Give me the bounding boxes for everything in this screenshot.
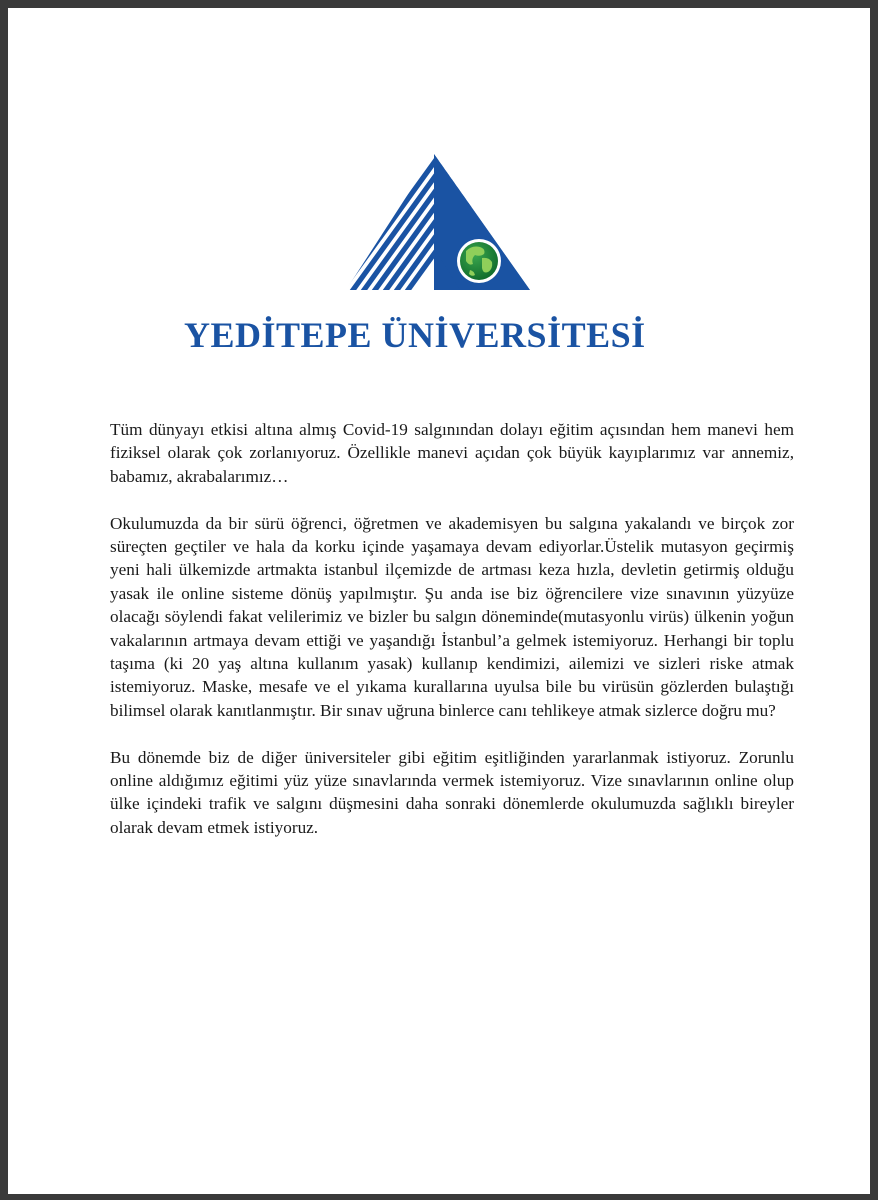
letter-paragraph-2: Okulumuzda da bir sürü öğrenci, öğretmen ve akademisyen bu salgına yakalandı ve birçok zor süreçten geçtiler ve hala da korku içinde yaşamaya devam ediyorlar.Üstelik mutasyon geçirmiş yeni hali ülkemizde artmakta istanbul ilçemizde de artması keza hızla, devletin getirmiş olduğu yasak ile online sisteme dönüş yapılmıştır. Şu anda ise biz öğrencilere vize sınavının yüzyüze olacağı söylendi fakat velilerimiz ve bizler bu salgın döneminde(mutasyonlu virüs) ülkenin yoğun vakalarının artmaya devam ettiği ve yaşandığı İstanbul’a gelmek istemiyoruz. Herhangi bir toplu taşıma (ki 20 yaş altına kullanım yasak) kullanıp kendimizi, ailemizi ve sizleri riske atmak istemiyoruz. Maske, mesafe ve el yıkama kurallarına uyulsa bile bu virüsün gözlerden bulaştığı bilimsel olarak kanıtlanmıştır. Bir sınav uğruna binlerce canı tehlikeye atmak sizlerce doğru mu? [110,513,794,720]
triangle-globe-icon [8,8,870,308]
letter-paragraph-3: Bu dönemde biz de diğer üniversiteler gibi eğitim eşitliğinden yararlanmak istiyoruz. Zorunlu online aldığımız eğitimi yüz yüze sınavlarında vermek istemiyoruz. Vize sınavlarının online olup ülke içindeki trafik ve salgını düşmesini daha sonraki dönemlerde okulumuzda sağlıklı bireyler olarak devam etmek istiyoruz. [110,747,794,837]
letter-paragraph-1: Tüm dünyayı etkisi altına almış Covid-19 salgınından dolayı eğitim açısından hem manevi hem fiziksel olarak çok zorlanıyoruz. Özellikle manevi açıdan çok büyük kayıplarımız var annemiz, babamız, akrabalarımız… [110,420,794,486]
globe-icon [457,239,501,283]
university-logo [8,8,870,368]
logo-triangle-stripes [318,128,530,308]
letter-body [110,418,794,863]
university-wordmark: YEDİTEPE ÜNİVERSİTESİ [184,315,646,355]
document-page [8,8,870,1194]
